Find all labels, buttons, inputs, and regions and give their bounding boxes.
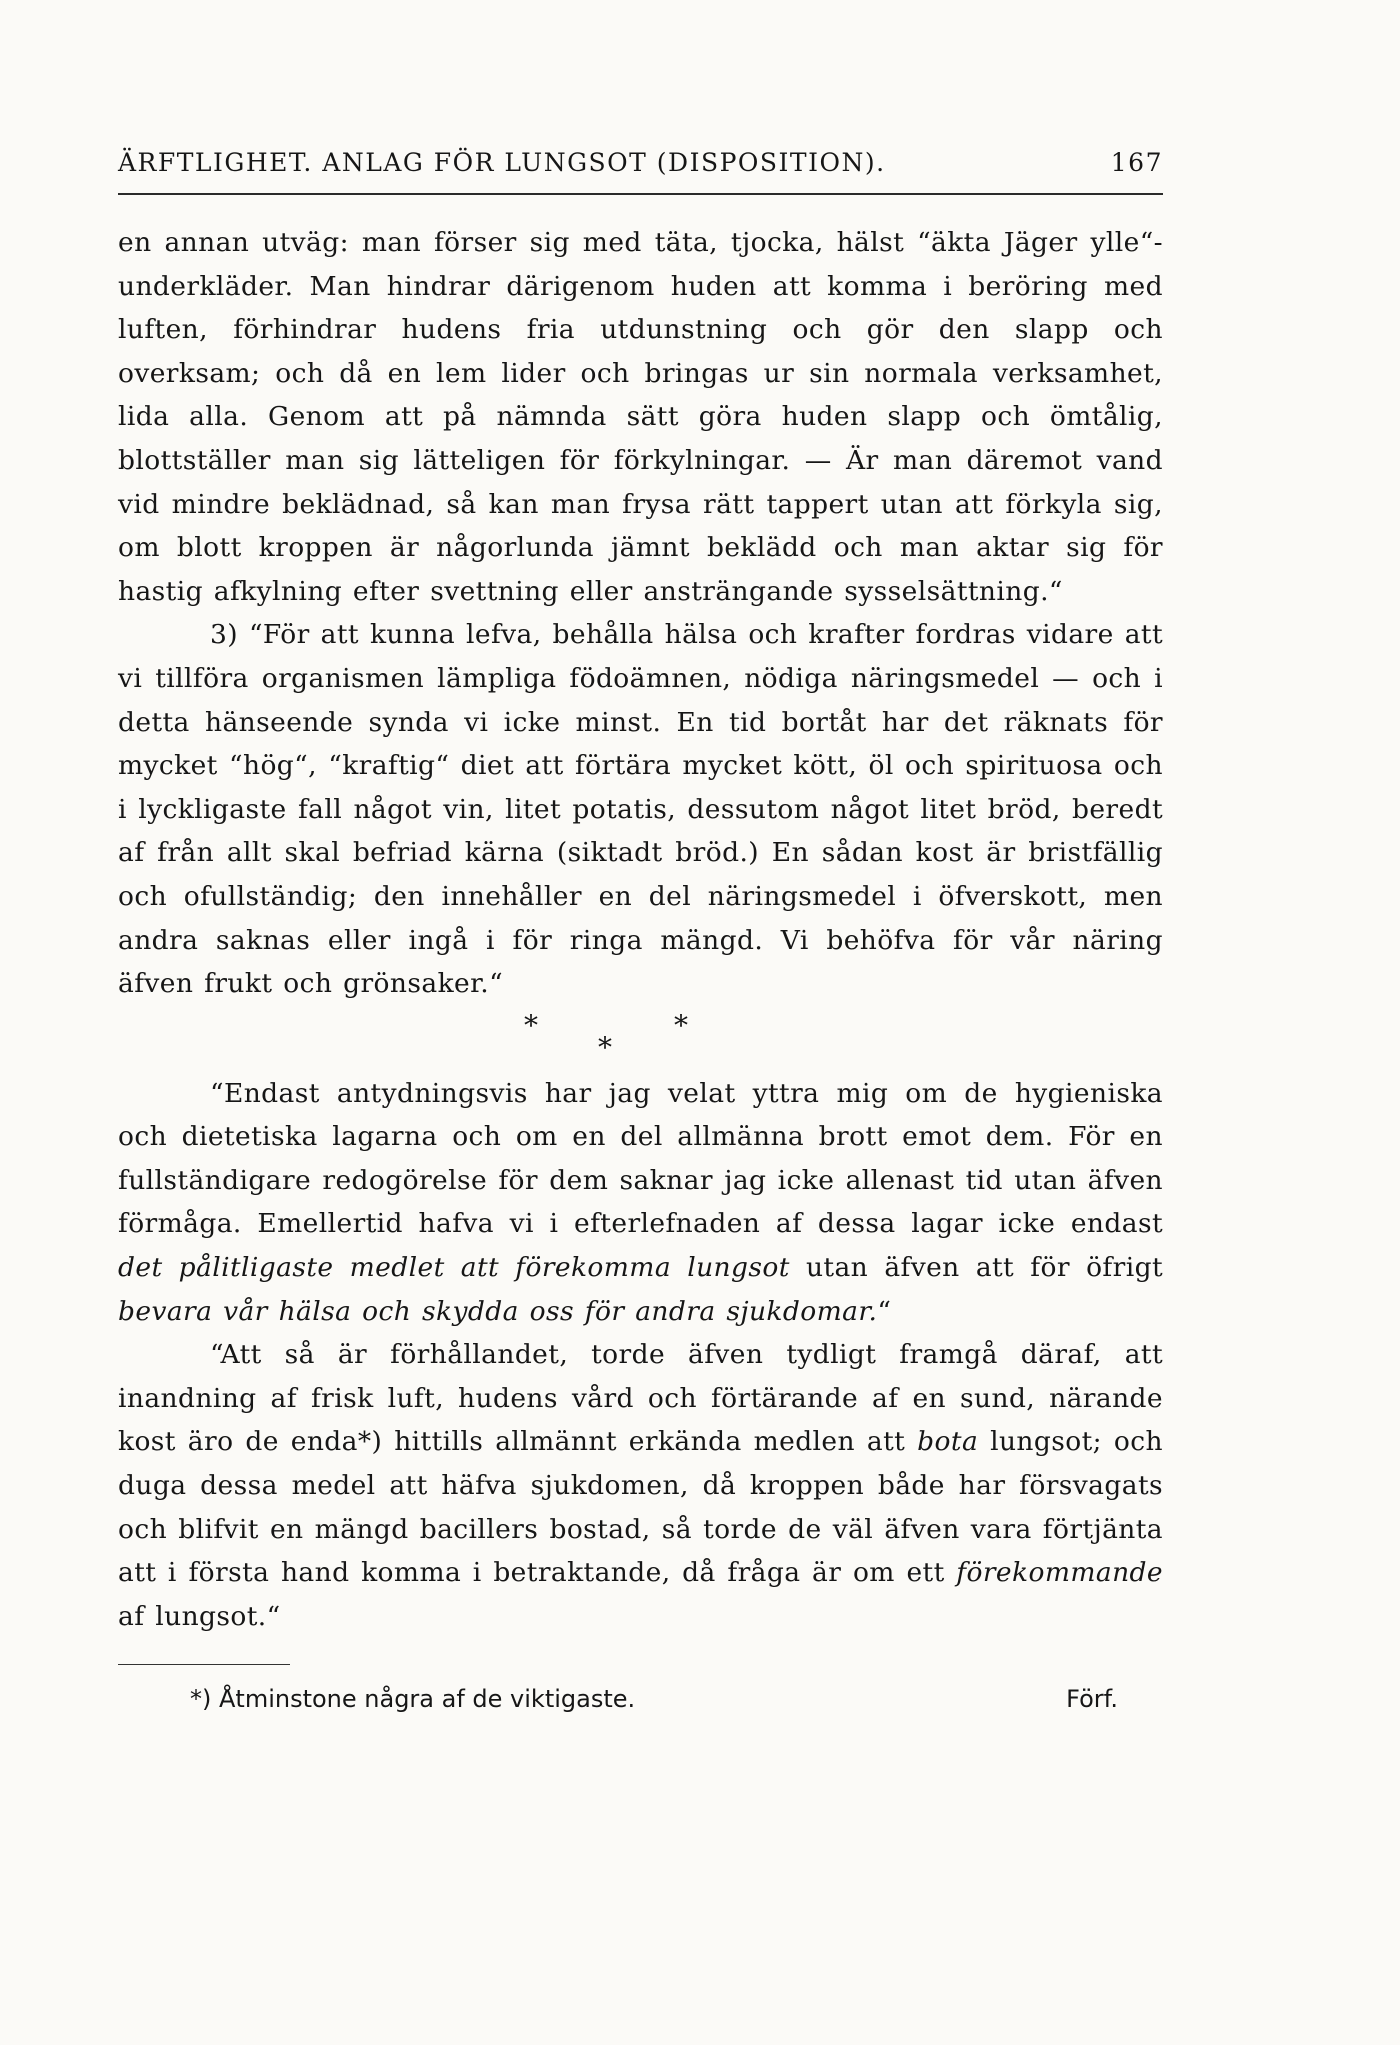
text-segment: af lungsot.“ <box>118 1600 281 1632</box>
text-segment: 3) “För att kunna lefva, behålla hälsa och krafter fordras vidare att vi tillföra organismen lämpliga födoämnen, nödiga näringsmedel — och i detta hänseende synda vi icke minst. En tid bortåt har det räknats för mycket “hög“, “kraftig“ diet att förtära mycket kött, öl och spirituosa och i lyckligaste fall något vin, litet potatis, dessutom något litet bröd, beredt af från allt skal befriad kärna (siktadt bröd.) En sådan kost är bristfällig och ofullständig; den innehåller en del näringsmedel i öfverskott, men andra saknas eller ingå i för ringa mängd. Vi behöfva för vår näring äfven frukt och grönsaker.“ <box>118 619 1163 1000</box>
running-head <box>118 150 1163 175</box>
separator-star: * <box>674 1008 688 1042</box>
section-separator <box>118 1006 1163 1072</box>
paragraph <box>118 613 1163 1005</box>
italic-phrase: det pålitligaste medlet att förekomma lungsot <box>118 1252 790 1284</box>
footnote-text: *) Åtminstone några af de viktigaste. <box>190 1685 636 1714</box>
paragraph <box>118 221 1163 613</box>
text-segment: utan äfven att för öfrigt <box>789 1252 1163 1284</box>
italic-phrase: förekommande <box>956 1557 1163 1589</box>
page-number: 167 <box>1110 148 1163 177</box>
body-text <box>118 221 1163 1638</box>
running-head-title: ÄRFTLIGHET. ANLAG FÖR LUNGSOT (DISPOSITION). <box>118 148 886 177</box>
book-page <box>118 150 1163 1719</box>
italic-phrase: bevara vår hälsa och skydda oss för andra sjukdomar. <box>118 1295 878 1327</box>
paragraph <box>118 1072 1163 1334</box>
footnote <box>118 1679 1163 1719</box>
text-segment: “Att så är förhållandet, torde äfven tydligt framgå däraf, att inandning af frisk luft, hudens vård och förtärande af en sund, närande kost äro de enda*) hittills allmännt erkända medlen att <box>118 1339 1163 1458</box>
text-segment: “Endast antydningsvis har jag velat yttra mig om de hygieniska och dietetiska lagarna och om en del allmänna brott emot dem. För en fullständigare redogörelse för dem saknar jag icke allenast tid utan äfven förmåga. Emellertid hafva vi i efterlefnaden af dessa lagar icke endast <box>118 1077 1163 1240</box>
separator-star: * <box>598 1030 612 1064</box>
paragraph <box>118 1333 1163 1638</box>
separator-star: * <box>524 1008 538 1042</box>
text-segment: “ <box>877 1295 892 1327</box>
footnote-signature: Förf. <box>1066 1685 1118 1714</box>
footnote-rule <box>118 1664 290 1665</box>
text-segment: en annan utväg: man förser sig med täta, tjocka, hälst “äkta Jäger ylle“- underkläder. Man hindrar därigenom huden att komma i beröring med luften, förhindrar hudens fria utdunstning och gör den slapp och overksam; och då en lem lider och bringas ur sin normala verksamhet, lida alla. Genom att på nämnda sätt göra huden slapp och ömtålig, blottställer man sig lätteligen för förkylningar. — Är man däremot vand vid mindre beklädnad, så kan man frysa rätt tappert utan att förkyla sig, om blott kroppen är någorlunda jämnt beklädd och man aktar sig för hastig afkylning efter svettning eller ansträngande sysselsättning.“ <box>118 227 1163 607</box>
header-rule <box>118 193 1163 195</box>
italic-phrase: bota <box>917 1426 979 1458</box>
text-segment: lungsot; och duga dessa medel att häfva sjukdomen, då kroppen både har försvagats och blifvit en mängd bacillers bostad, så torde de väl äfven vara förtjänta att i första hand komma i betraktande, då fråga är om ett <box>118 1426 1163 1589</box>
